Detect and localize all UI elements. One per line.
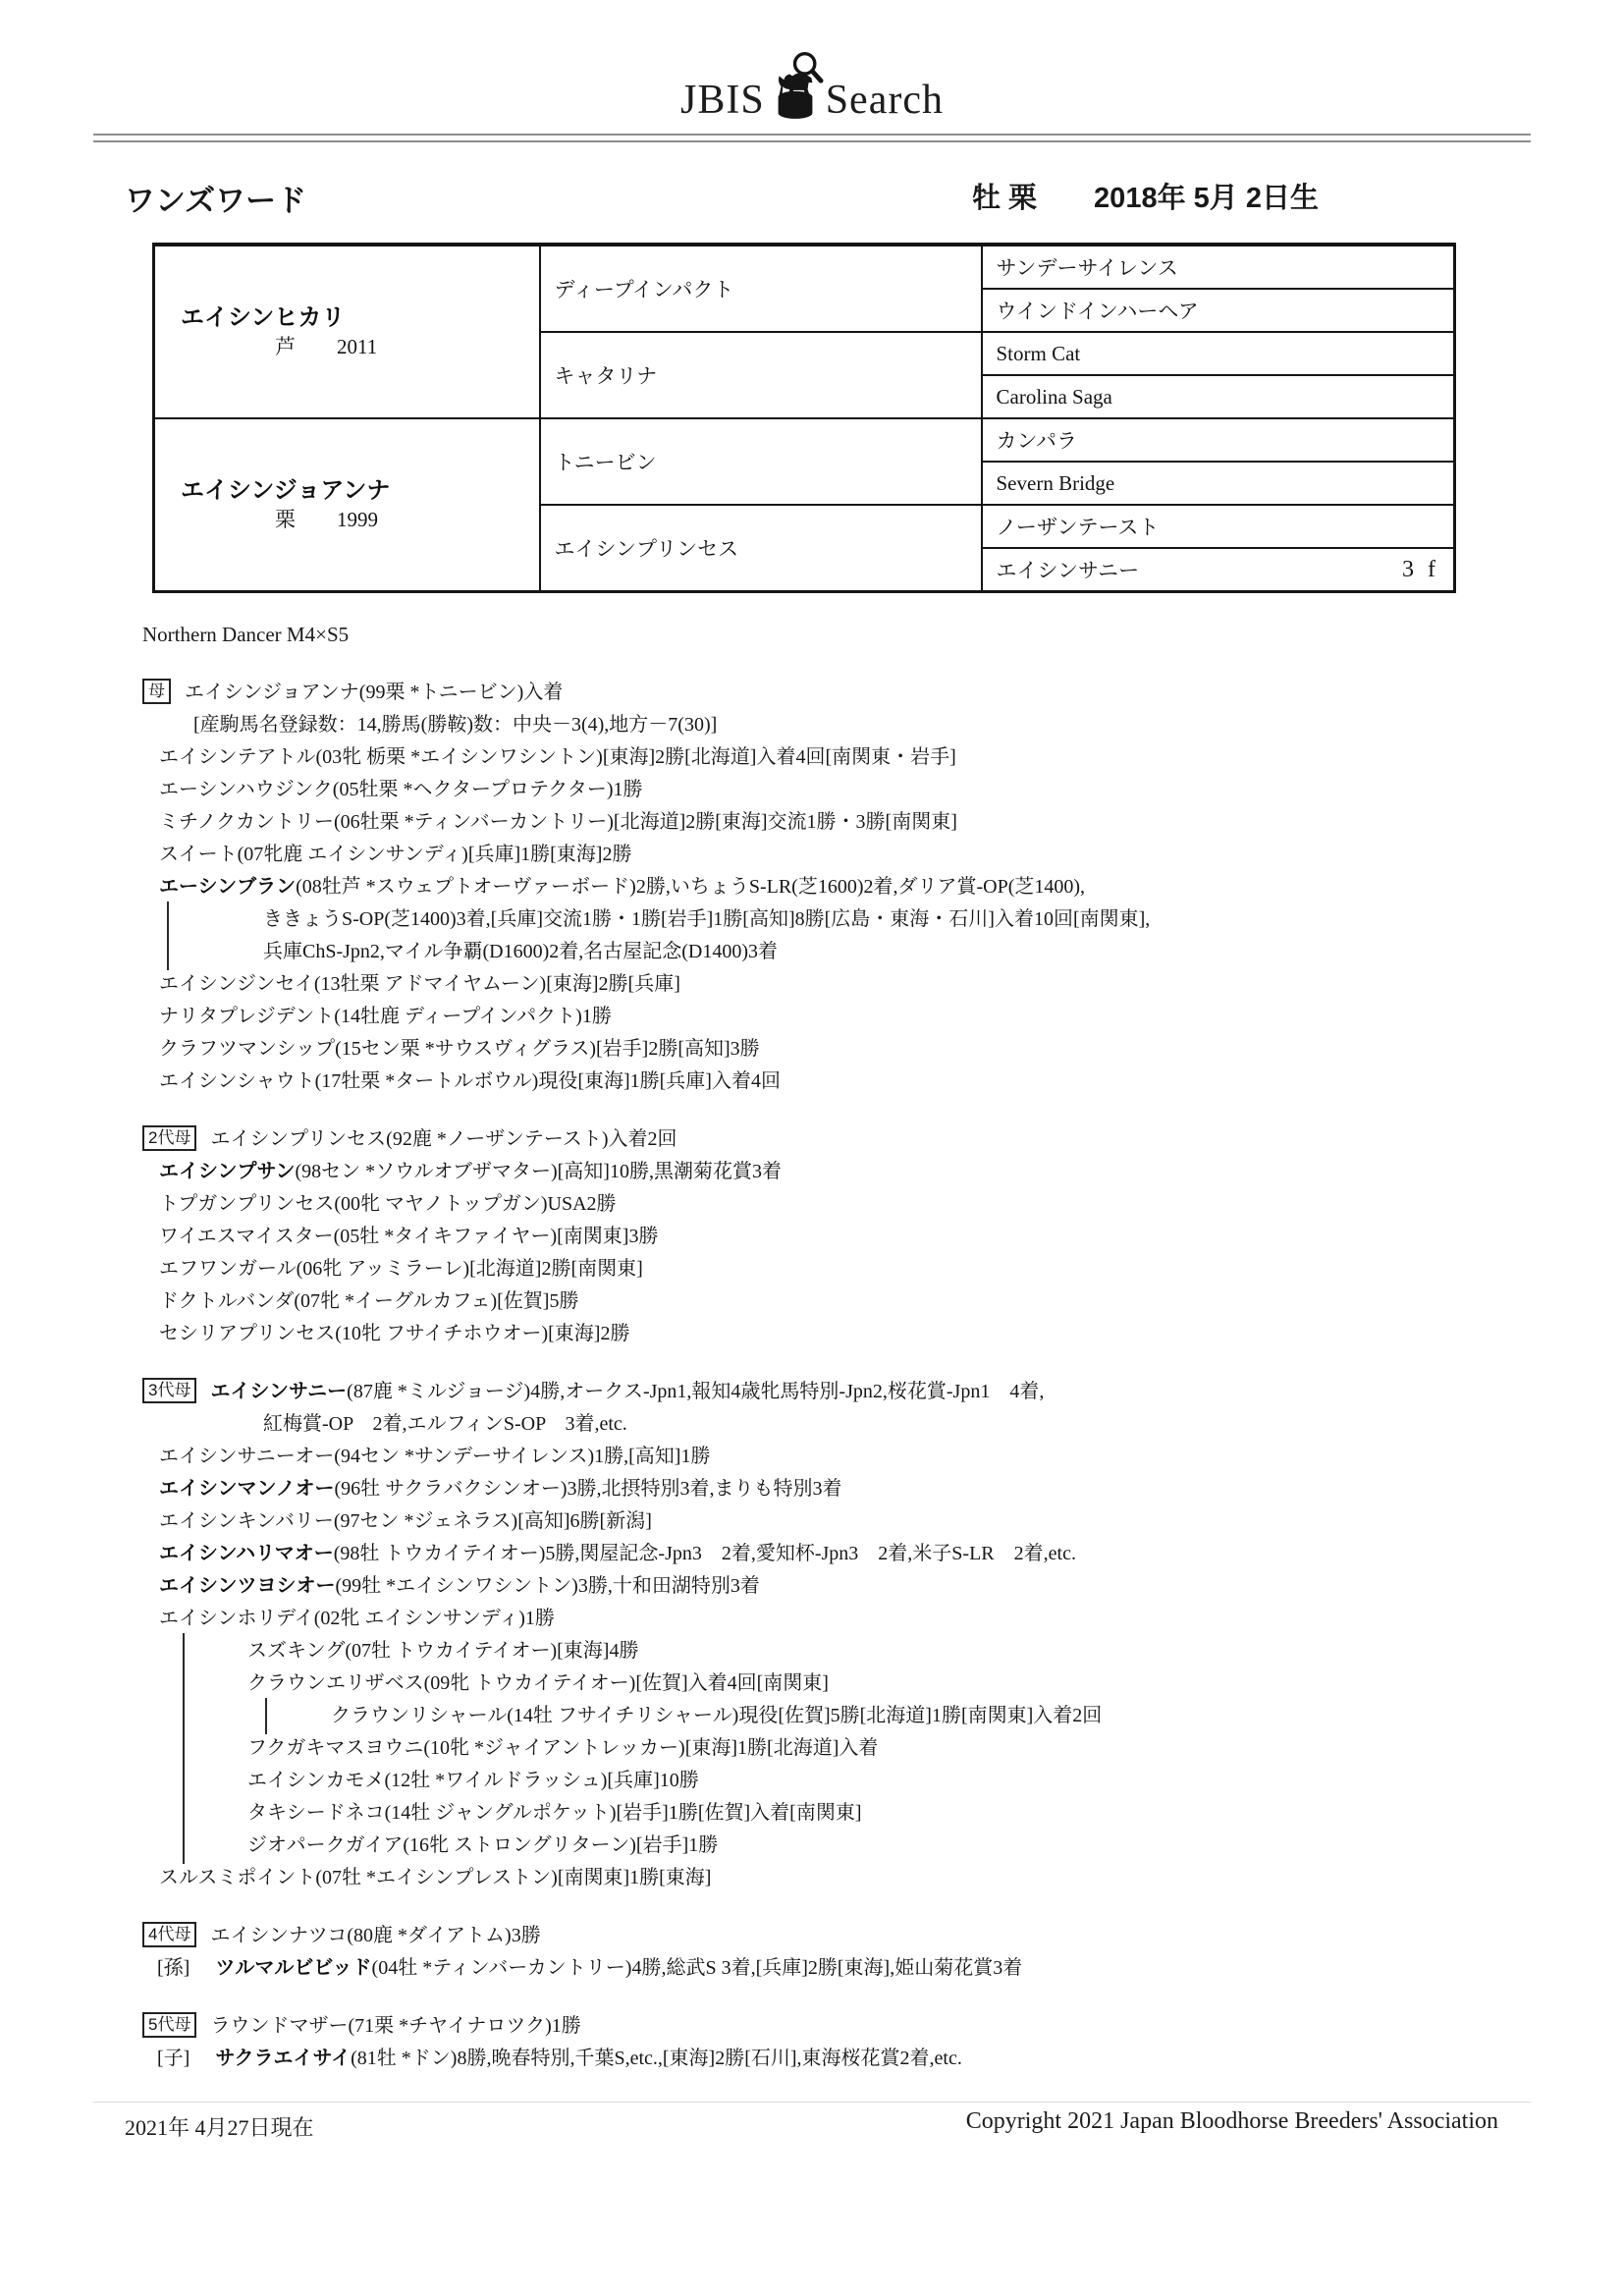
stakes-horse-name: エイシンサニー — [210, 1381, 348, 1402]
line-text: エフワンガール(06牝 アッミラーレ)[北海道]2勝[南関東] — [159, 1258, 643, 1280]
logo-jbis-text: JBIS — [680, 78, 765, 123]
jbis-logo-icon — [767, 51, 824, 124]
pedigree-line — [142, 968, 1537, 1001]
footer-copyright: Copyright 2021 Japan Bloodhorse Breeders' Association — [965, 2108, 1498, 2134]
gp-cell: サンデーサイレンス — [982, 245, 1455, 289]
generation-label: 2代母 — [142, 1125, 196, 1151]
page-title-horse-name: ワンズワード — [125, 184, 307, 218]
dam-coat-year: 栗 1999 — [275, 508, 378, 531]
tree-branch-bar — [265, 1698, 267, 1734]
line-text: スルスミポイント(07牡 *エイシンプレストン)[南関東]1勝[東海] — [159, 1867, 712, 1888]
sire-coat-year: 芦 2011 — [275, 335, 378, 358]
gp-cell: ウインドインハーヘア — [982, 289, 1455, 332]
gp-name: エイシンサニー — [996, 559, 1140, 582]
generation-label: 母 — [142, 679, 171, 704]
pedigree-line — [142, 2043, 1537, 2075]
stakes-horse-name: サクラエイサイ — [215, 2048, 352, 2069]
line-text: エイシンカモメ(12牡 *ワイルドラッシュ)[兵庫]10勝 — [247, 1770, 699, 1791]
sire-dam-cell: キャタリナ — [540, 332, 982, 418]
tree-branch-bar — [183, 1730, 185, 1767]
horse-sex-coat-birth: 牡 栗 2018年 5月 2日生 — [972, 183, 1319, 214]
pedigree-line — [142, 774, 1537, 806]
pedigree-line — [142, 1603, 1537, 1635]
gp-cell: カンパラ — [982, 418, 1455, 462]
pedigree-line — [142, 1066, 1537, 1098]
jbis-search-logo — [0, 0, 1624, 122]
section-third-dam-line — [142, 1376, 1537, 1894]
logo-search-text: Search — [825, 78, 944, 123]
pedigree-line — [142, 1285, 1537, 1318]
line-text: クラウンリシャール(14牡 フサイチリシャール)現役[佐賀]5勝[北海道]1勝[南関東]入着2回 — [331, 1705, 1103, 1726]
section-dam-line — [142, 677, 1537, 1098]
pedigree-line — [142, 1123, 1537, 1156]
pedigree-line — [142, 903, 1537, 936]
tree-branch-bar — [167, 934, 169, 970]
pedigree-line — [142, 1408, 1537, 1441]
pedigree-line — [142, 1797, 1537, 1830]
pedigree-line — [142, 741, 1537, 774]
line-text: セシリアプリンセス(10牝 フサイチホウオー)[東海]2勝 — [159, 1323, 630, 1344]
line-text: ききょうS-OP(芝1400)3着,[兵庫]交流1勝・1勝[岩手]1勝[高知]8勝[広島・東海・石川]入着10回[南関東], — [263, 908, 1151, 930]
dam-name: エイシンジョアンナ — [181, 477, 391, 504]
pedigree-line — [142, 709, 1537, 741]
line-text: (98セン *ソウルオブザマター)[高知]10勝,黒潮菊花賞3着 — [295, 1161, 782, 1182]
pedigree-line — [142, 806, 1537, 839]
pedigree-line — [142, 936, 1537, 968]
inkpot-icon — [778, 91, 812, 119]
line-text: エイシンシャウト(17牡栗 *タートルボウル)現役[東海]1勝[兵庫]入着4回 — [159, 1070, 781, 1092]
line-text: スズキング(07牡 トウカイテイオー)[東海]4勝 — [247, 1640, 639, 1662]
generation-label: [子] — [157, 2048, 190, 2069]
stakes-horse-name: エイシンマンノオー — [159, 1478, 335, 1500]
pedigree-line — [142, 1253, 1537, 1285]
line-text: エーシンハウジンク(05牡栗 *ヘクタープロテクター)1勝 — [159, 779, 643, 800]
section-second-dam-line — [142, 1123, 1537, 1350]
pedigree-line — [142, 1570, 1537, 1603]
line-text: エイシンジンセイ(13牡栗 アドマイヤムーン)[東海]2勝[兵庫] — [159, 973, 680, 995]
line-text: (81牡 *ドン)8勝,晩春特別,千葉S,etc.,[東海]2勝[石川],東海桜花賞2着,etc. — [351, 2048, 962, 2069]
pedigree-line — [142, 1318, 1537, 1350]
line-text: ジオパークガイア(16牝 ストロングリターン)[岩手]1勝 — [247, 1834, 719, 1856]
section-fourth-dam-line — [142, 1920, 1537, 1985]
line-text: 紅梅賞-OP 2着,エルフィンS-OP 3着,etc. — [263, 1413, 627, 1435]
pedigree-line — [142, 1001, 1537, 1033]
gp-cell: Carolina Saga — [982, 375, 1455, 418]
dam-cell — [154, 418, 540, 592]
line-text: (99牡 *エイシンワシントン)3勝,十和田湖特別3着 — [335, 1575, 760, 1597]
pedigree-line — [142, 1862, 1537, 1894]
tree-branch-bar — [183, 1795, 185, 1831]
pedigree-line — [142, 1732, 1537, 1765]
generation-label: [孫] — [157, 1957, 190, 1979]
dam-dam-cell: エイシンプリンセス — [540, 505, 982, 592]
pedigree-line — [142, 1667, 1537, 1700]
line-text: (96牡 サクラバクシンオー)3勝,北摂特別3着,まりも特別3着 — [334, 1478, 842, 1500]
generation-label: 4代母 — [142, 1922, 196, 1947]
line-text: エイシンホリデイ(02牝 エイシンサンディ)1勝 — [159, 1608, 555, 1629]
line-text: ミチノクカントリー(06牡栗 *ティンバーカントリー)[北海道]2勝[東海]交流1勝・3勝[南関東] — [159, 811, 957, 833]
line-text: エイシンテアトル(03牝 栃栗 *エイシンワシントン)[東海]2勝[北海道]入着4回[南関東・岩手] — [159, 746, 956, 768]
pedigree-line — [142, 1505, 1537, 1538]
pedigree-line — [142, 1221, 1537, 1253]
line-text: ナリタプレジデント(14牡鹿 ディープインパクト)1勝 — [159, 1006, 612, 1027]
line-text: ラウンドマザー(71栗 *チヤイナロツク)1勝 — [210, 2015, 581, 2037]
title-row — [125, 176, 1624, 223]
generation-label: 5代母 — [142, 2012, 196, 2038]
line-text: (08牡芦 *スウェプトオーヴァーボード)2勝,いちょうS-LR(芝1600)2着,ダリア賞-OP(芝1400), — [296, 876, 1086, 898]
section-fifth-dam-line — [142, 2010, 1537, 2075]
line-text: クラウンエリザベス(09牝 トウカイテイオー)[佐賀]入着4回[南関東] — [247, 1672, 829, 1694]
line-text: トプガンプリンセス(00牝 マヤノトップガン)USA2勝 — [159, 1193, 617, 1215]
family-number: 3 f — [1402, 556, 1439, 582]
line-text: スイート(07牝鹿 エイシンサンディ)[兵庫]1勝[東海]2勝 — [159, 844, 632, 865]
tree-branch-bar — [183, 1698, 185, 1734]
footer-date: 2021年 4月27日現在 — [125, 2115, 314, 2140]
tree-branch-bar — [183, 1763, 185, 1799]
gp-cell: Severn Bridge — [982, 462, 1455, 505]
pedigree-line — [142, 871, 1537, 903]
line-text: エイシンナツコ(80鹿 *ダイアトム)3勝 — [210, 1925, 541, 1946]
line-text: (04牡 *ティンバーカントリー)4勝,総武S 3着,[兵庫]2勝[東海],姫山菊花賞3着 — [371, 1957, 1023, 1979]
tree-branch-bar — [183, 1633, 185, 1669]
header-rule — [93, 134, 1531, 142]
pedigree-line — [142, 1473, 1537, 1505]
tree-branch-bar — [183, 1828, 185, 1864]
pedigree-line — [142, 677, 1537, 709]
line-text: エイシンサニーオー(94セン *サンデーサイレンス)1勝,[高知]1勝 — [159, 1446, 711, 1467]
line-text: クラフツマンシップ(15セン栗 *サウスヴィグラス)[岩手]2勝[高知]3勝 — [159, 1038, 760, 1060]
pedigree-line — [142, 1376, 1537, 1408]
line-text: (87鹿 *ミルジョージ)4勝,オークス-Jpn1,報知4歳牝馬特別-Jpn2,桜花賞-Jpn1 4着, — [347, 1381, 1045, 1402]
stakes-horse-name: エイシンプサン — [159, 1161, 296, 1182]
inbreeding-note: Northern Dancer M4×S5 — [142, 623, 350, 646]
gp-cell: ノーザンテースト — [982, 505, 1455, 548]
line-text: ドクトルバンダ(07牝 *イーグルカフェ)[佐賀]5勝 — [159, 1290, 579, 1312]
pedigree-line — [142, 1765, 1537, 1797]
pedigree-line — [142, 1830, 1537, 1862]
generation-label: 3代母 — [142, 1378, 196, 1403]
pedigree-line — [142, 1538, 1537, 1570]
footer-rule — [93, 2102, 1531, 2103]
dam-dam-dam-cell — [982, 548, 1455, 592]
sire-name: エイシンヒカリ — [181, 304, 346, 331]
dam-sire-cell: トニービン — [540, 418, 982, 505]
pedigree-line — [142, 1700, 1537, 1732]
stakes-horse-name: ツルマルビビッド — [215, 1957, 372, 1979]
pedigree-line — [142, 1920, 1537, 1952]
pedigree-line — [142, 1156, 1537, 1188]
line-text: ワイエスマイスター(05牡 *タイキファイヤー)[南関東]3勝 — [159, 1226, 659, 1247]
sire-cell — [154, 245, 540, 418]
line-text: 兵庫ChS-Jpn2,マイル争覇(D1600)2着,名古屋記念(D1400)3着 — [263, 941, 779, 962]
pedigree-line — [142, 1952, 1537, 1985]
stakes-horse-name: エーシンブラン — [159, 876, 297, 898]
line-text: エイシンプリンセス(92鹿 *ノーザンテースト)入着2回 — [210, 1128, 677, 1150]
pedigree-line — [142, 1033, 1537, 1066]
tree-branch-bar — [167, 902, 169, 938]
magnifier-handle — [812, 72, 821, 82]
line-text: エイシンキンバリー(97セン *ジェネラス)[高知]6勝[新潟] — [159, 1510, 652, 1532]
pedigree-table — [152, 243, 1456, 593]
line-text: エイシンジョアンナ(99栗 *トニービン)入着 — [185, 682, 564, 703]
sire-sire-cell: ディープインパクト — [540, 245, 982, 332]
pedigree-line — [142, 1441, 1537, 1473]
line-text: フクガキマスヨウニ(10牝 *ジャイアントレッカー)[東海]1勝[北海道]入着 — [247, 1737, 879, 1759]
tree-branch-bar — [183, 1666, 185, 1702]
stakes-horse-name: エイシンハリマオー — [159, 1543, 334, 1564]
pedigree-line — [142, 1188, 1537, 1221]
line-text: [産駒馬名登録数：14,勝馬(勝鞍)数：中央－3(4),地方－7(30)] — [193, 714, 718, 736]
pedigree-line — [142, 839, 1537, 871]
line-text: タキシードネコ(14牡 ジャングルポケット)[岩手]1勝[佐賀]入着[南関東] — [247, 1802, 862, 1824]
pedigree-line — [142, 2010, 1537, 2043]
line-text: (98牡 トウカイテイオー)5勝,関屋記念-Jpn3 2着,愛知杯-Jpn3 2着,米子S-LR 2着,etc. — [333, 1543, 1076, 1564]
pedigree-line — [142, 1635, 1537, 1667]
stakes-horse-name: エイシンツヨシオー — [159, 1575, 336, 1597]
gp-cell: Storm Cat — [982, 332, 1455, 375]
female-family-sections — [142, 677, 1537, 2075]
